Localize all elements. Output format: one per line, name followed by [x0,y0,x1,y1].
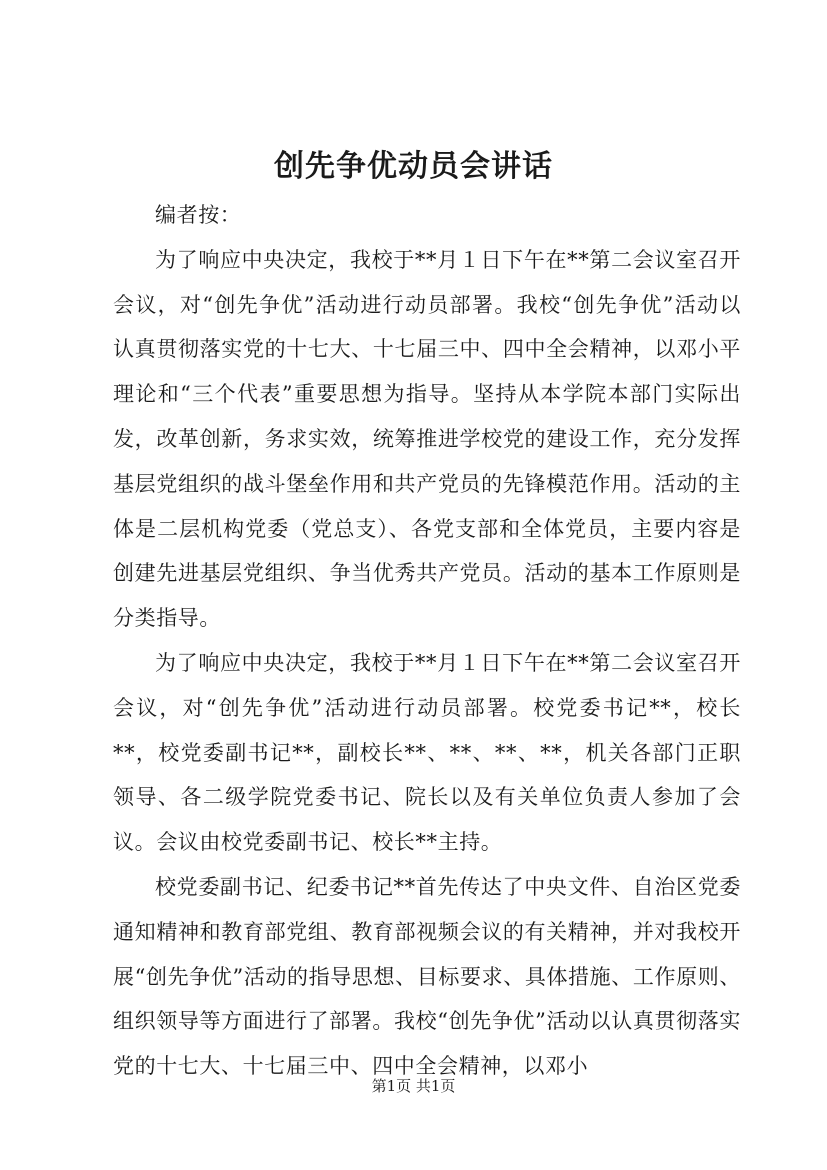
paragraph-3: 校党委副书记、纪委书记**首先传达了中央文件、自治区党委通知精神和教育部党组、教育部视频会议的有关精神，并对我校开展“创先争优”活动的指导思想、目标要求、具体措施、工作原则、组织领导等方面进行了部署。我校“创先争优”活动以认真贯彻落实党的十七大、十七届三中、四中全会精神，以邓小 [113,874,741,1079]
paragraph-1: 为了响应中央决定，我校于**月１日下午在**第二会议室召开会议，对“创先争优”活动进行动员部署。我校“创先争优”活动以认真贯彻落实党的十七大、十七届三中、四中全会精神，以邓小平理论和“三个代表”重要思想为指导。坚持从本学院本部门实际出发，改革创新，务求实效，统筹推进学校党的建设工作，充分发挥基层党组织的战斗堡垒作用和共产党员的先锋模范作用。活动的主体是二层机构党委（党总支）、各党支部和全体党员，主要内容是创建先进基层党组织、争当优秀共产党员。活动的基本工作原则是分类指导。 [113,247,741,631]
document-title: 创先争优动员会讲话 [274,149,553,184]
paragraph-2: 为了响应中央决定，我校于**月１日下午在**第二会议室召开会议，对“创先争优”活动进行动员部署。校党委书记**，校长**，校党委副书记**，副校长**、**、**、**，机关各部门正职领导、各二级学院党委书记、院长以及有关单位负责人参加了会议。会议由校党委副书记、校长**主持。 [113,650,741,855]
document-body [113,193,741,1089]
editor-note: 编者按： [155,203,242,227]
page-footer [0,1076,827,1096]
page-number-label: 第1页 共1页 [371,1077,456,1095]
